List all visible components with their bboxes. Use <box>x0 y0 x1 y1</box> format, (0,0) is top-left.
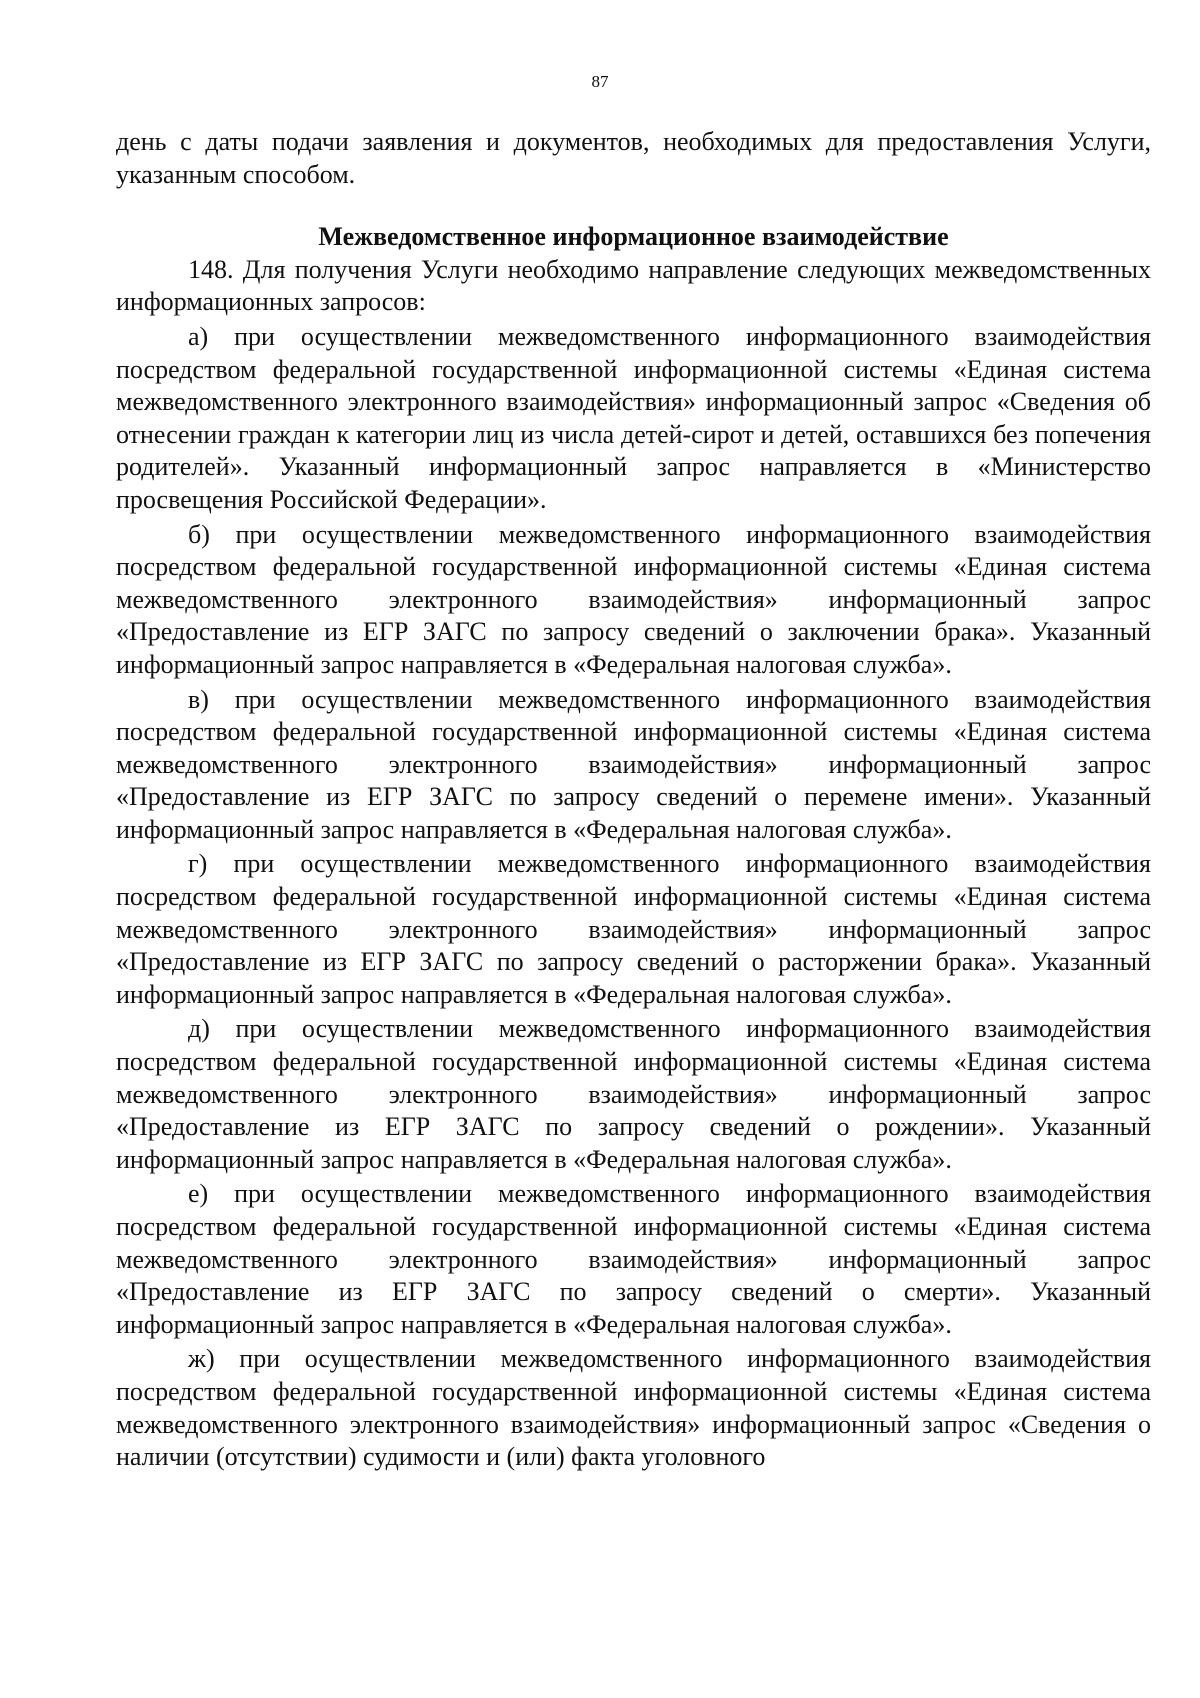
document-body <box>116 126 1151 1474</box>
page-number: 87 <box>591 72 609 91</box>
section-heading: Межведомственное информационное взаимодействие <box>318 222 949 252</box>
list-item-d: д) при осуществлении межведомственного информационного взаимодействия посредством федеральной государственной информационной системы «Единая система межведомственного электронного взаимодействия» информационный запрос «Предоставление из ЕГР ЗАГС по запросу сведений о рождении». Указанный информационный запрос направляется в «Федеральная налоговая служба». <box>116 1014 1151 1174</box>
list-item-g: г) при осуществлении межведомственного информационного взаимодействия посредством федеральной государственной информационной системы «Единая система межведомственного электронного взаимодействия» информационный запрос «Предоставление из ЕГР ЗАГС по запросу сведений о расторжении брака». Указанный информационный запрос направляется в «Федеральная налоговая служба». <box>116 849 1151 1009</box>
list-item-e: е) при осуществлении межведомственного информационного взаимодействия посредством федеральной государственной информационной системы «Единая система межведомственного электронного взаимодействия» информационный запрос «Предоставление из ЕГР ЗАГС по запросу сведений о смерти». Указанный информационный запрос направляется в «Федеральная налоговая служба». <box>116 1179 1151 1339</box>
lead-paragraph: 148. Для получения Услуги необходимо направление следующих межведомственных информационных запросов: <box>116 254 1151 317</box>
list-item-zh: ж) при осуществлении межведомственного информационного взаимодействия посредством федеральной государственной информационной системы «Единая система межведомственного электронного взаимодействия» информационный запрос «Сведения о наличии (отсутствии) судимости и (или) факта уголовного <box>116 1344 1151 1472</box>
intro-paragraph: день с даты подачи заявления и документов, необходимых для предоставления Услуги, указанным способом. <box>116 127 1151 189</box>
list-item-b: б) при осуществлении межведомственного информационного взаимодействия посредством федеральной государственной информационной системы «Единая система межведомственного электронного взаимодействия» информационный запрос «Предоставление из ЕГР ЗАГС по запросу сведений о заключении брака». Указанный информационный запрос направляется в «Федеральная налоговая служба». <box>116 519 1151 679</box>
list-item-v: в) при осуществлении межведомственного информационного взаимодействия посредством федеральной государственной информационной системы «Единая система межведомственного электронного взаимодействия» информационный запрос «Предоставление из ЕГР ЗАГС по запросу сведений о перемене имени». Указанный информационный запрос направляется в «Федеральная налоговая служба». <box>116 684 1151 844</box>
list-item-a: а) при осуществлении межведомственного информационного взаимодействия посредством федеральной государственной информационной системы «Единая система межведомственного электронного взаимодействия» информационный запрос «Сведения об отнесении граждан к категории лиц из числа детей-сирот и детей, оставшихся без попечения родителей». Указанный информационный запрос направляется в «Министерство просвещения Российской Федерации». <box>116 321 1151 514</box>
